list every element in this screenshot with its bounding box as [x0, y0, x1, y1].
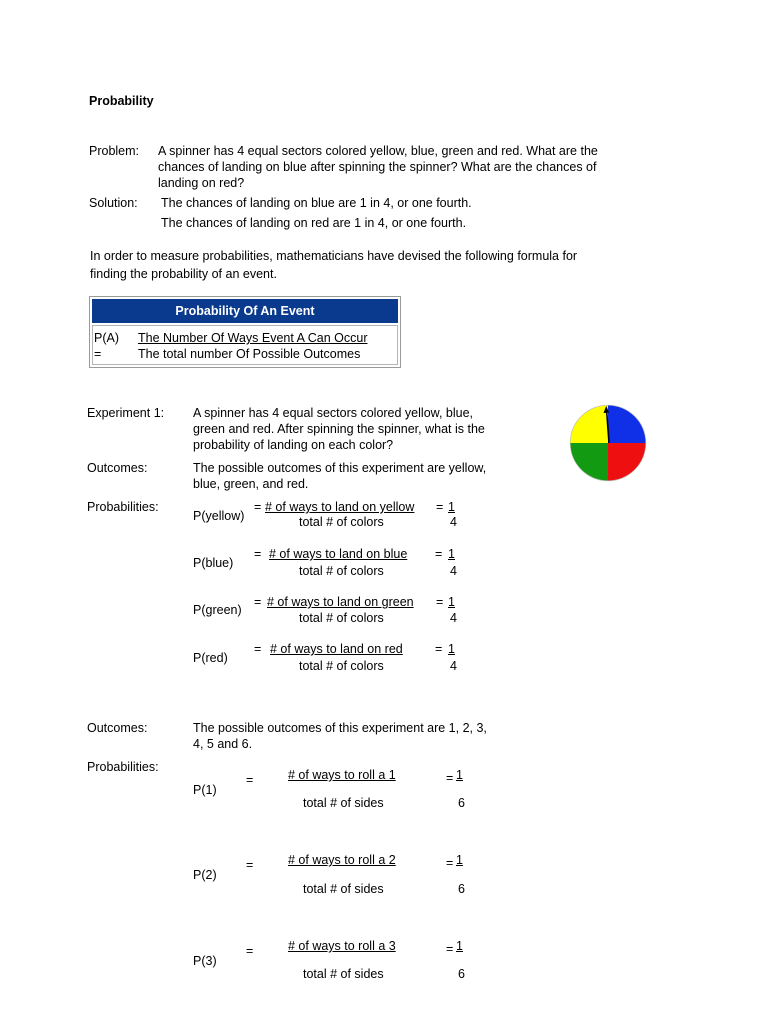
experiment-1-text-line-1: A spinner has 4 equal sectors colored yellow, blue,	[193, 406, 474, 420]
prob-roll-1-numerator: # of ways to roll a 1	[288, 768, 396, 782]
formula-equals: =	[94, 347, 102, 361]
prob-roll-1-equals: =	[246, 773, 254, 787]
prob-yellow-denominator: total # of colors	[299, 515, 384, 529]
solution-text-line-1: The chances of landing on blue are 1 in 4, or one fourth.	[161, 196, 472, 210]
prob-roll-3-numerator: # of ways to roll a 3	[288, 939, 396, 953]
prob-yellow-equals: =	[254, 500, 262, 514]
problem-text-line-2: chances of landing on blue after spinning the spinner? What are the chances of	[158, 160, 597, 174]
problem-text-line-3: landing on red?	[158, 176, 245, 190]
prob-red-result-denominator: 4	[450, 659, 457, 673]
prob-yellow-result-denominator: 4	[450, 515, 457, 529]
spinner-sector-blue	[608, 406, 646, 444]
prob-roll-2-equals: =	[246, 858, 254, 872]
prob-blue-result-numerator: 1	[448, 547, 455, 561]
prob-blue-result-denominator: 4	[450, 564, 457, 578]
page-title: Probability	[89, 94, 154, 108]
spinner-sector-yellow	[571, 406, 609, 444]
prob-roll-1-result-numerator: 1	[456, 768, 463, 782]
spinner-sector-green	[571, 443, 609, 481]
experiment-2-outcomes-label: Outcomes:	[87, 721, 148, 735]
experiment-1-text-line-2: green and red. After spinning the spinner, what is the	[193, 422, 485, 436]
prob-red-result-numerator: 1	[448, 642, 455, 656]
prob-red-equals: =	[254, 642, 262, 656]
prob-roll-2-numerator: # of ways to roll a 2	[288, 853, 396, 867]
prob-roll-3-equals: =	[246, 944, 254, 958]
formula-denominator: The total number Of Possible Outcomes	[138, 347, 361, 361]
probability-formula-table	[89, 296, 401, 368]
problem-text-line-1: A spinner has 4 equal sectors colored yellow, blue, green and red. What are the	[158, 144, 598, 158]
experiment-2-probabilities-label: Probabilities:	[87, 760, 159, 774]
formula-table-header: Probability Of An Event	[92, 299, 398, 323]
solution-text-line-2: The chances of landing on red are 1 in 4, or one fourth.	[161, 216, 467, 230]
prob-roll-3-label: P(3)	[193, 954, 217, 968]
problem-label: Problem:	[89, 144, 140, 158]
prob-roll-2-denominator: total # of sides	[303, 882, 384, 896]
formula-pa: P(A)	[94, 331, 119, 345]
prob-red-denominator: total # of colors	[299, 659, 384, 673]
prob-green-equals-2: =	[436, 595, 444, 609]
prob-green-result-numerator: 1	[448, 595, 455, 609]
prob-roll-3-denominator: total # of sides	[303, 967, 384, 981]
prob-blue-denominator: total # of colors	[299, 564, 384, 578]
experiment-1-outcomes-label: Outcomes:	[87, 461, 148, 475]
prob-yellow-result-numerator: 1	[448, 500, 455, 514]
experiment-1-outcomes-line-1: The possible outcomes of this experiment are yellow,	[193, 461, 487, 475]
prob-blue-equals: =	[254, 547, 262, 561]
experiment-1-text-line-3: probability of landing on each color?	[193, 438, 394, 452]
prob-roll-1-denominator: total # of sides	[303, 796, 384, 810]
prob-green-label: P(green)	[193, 603, 242, 617]
prob-blue-label: P(blue)	[193, 556, 234, 570]
prob-roll-3-result-numerator: 1	[456, 939, 463, 953]
prob-red-numerator: # of ways to land on red	[270, 642, 403, 656]
experiment-2-outcomes-line-1: The possible outcomes of this experiment are 1, 2, 3,	[193, 721, 487, 735]
prob-green-equals: =	[254, 595, 262, 609]
prob-yellow-equals-2: =	[436, 500, 444, 514]
prob-roll-3-equals-2: =	[446, 942, 454, 956]
prob-roll-2-equals-2: =	[446, 856, 454, 870]
prob-green-numerator: # of ways to land on green	[267, 595, 414, 609]
solution-label: Solution:	[89, 196, 138, 210]
prob-red-label: P(red)	[193, 651, 228, 665]
prob-blue-equals-2: =	[435, 547, 443, 561]
prob-roll-2-label: P(2)	[193, 868, 217, 882]
intro-text-line-2: finding the probability of an event.	[90, 267, 277, 281]
experiment-1-probabilities-label: Probabilities:	[87, 500, 159, 514]
formula-numerator: The Number Of Ways Event A Can Occur	[138, 331, 368, 345]
prob-red-equals-2: =	[435, 642, 443, 656]
prob-yellow-numerator: # of ways to land on yellow	[265, 500, 415, 514]
prob-roll-1-label: P(1)	[193, 783, 217, 797]
prob-blue-numerator: # of ways to land on blue	[269, 547, 408, 561]
prob-green-denominator: total # of colors	[299, 611, 384, 625]
formula-table-body	[92, 325, 398, 365]
experiment-1-outcomes-line-2: blue, green, and red.	[193, 477, 309, 491]
prob-roll-2-result-numerator: 1	[456, 853, 463, 867]
experiment-2-outcomes-line-2: 4, 5 and 6.	[193, 737, 253, 751]
prob-yellow-label: P(yellow)	[193, 509, 245, 523]
prob-roll-2-result-denominator: 6	[458, 882, 465, 896]
prob-roll-1-equals-2: =	[446, 771, 454, 785]
prob-roll-1-result-denominator: 6	[458, 796, 465, 810]
prob-green-result-denominator: 4	[450, 611, 457, 625]
spinner-sector-red	[608, 443, 646, 481]
spinner-image	[568, 403, 648, 483]
prob-roll-3-result-denominator: 6	[458, 967, 465, 981]
intro-text-line-1: In order to measure probabilities, mathematicians have devised the following formula for	[90, 249, 578, 263]
experiment-1-label: Experiment 1:	[87, 406, 165, 420]
